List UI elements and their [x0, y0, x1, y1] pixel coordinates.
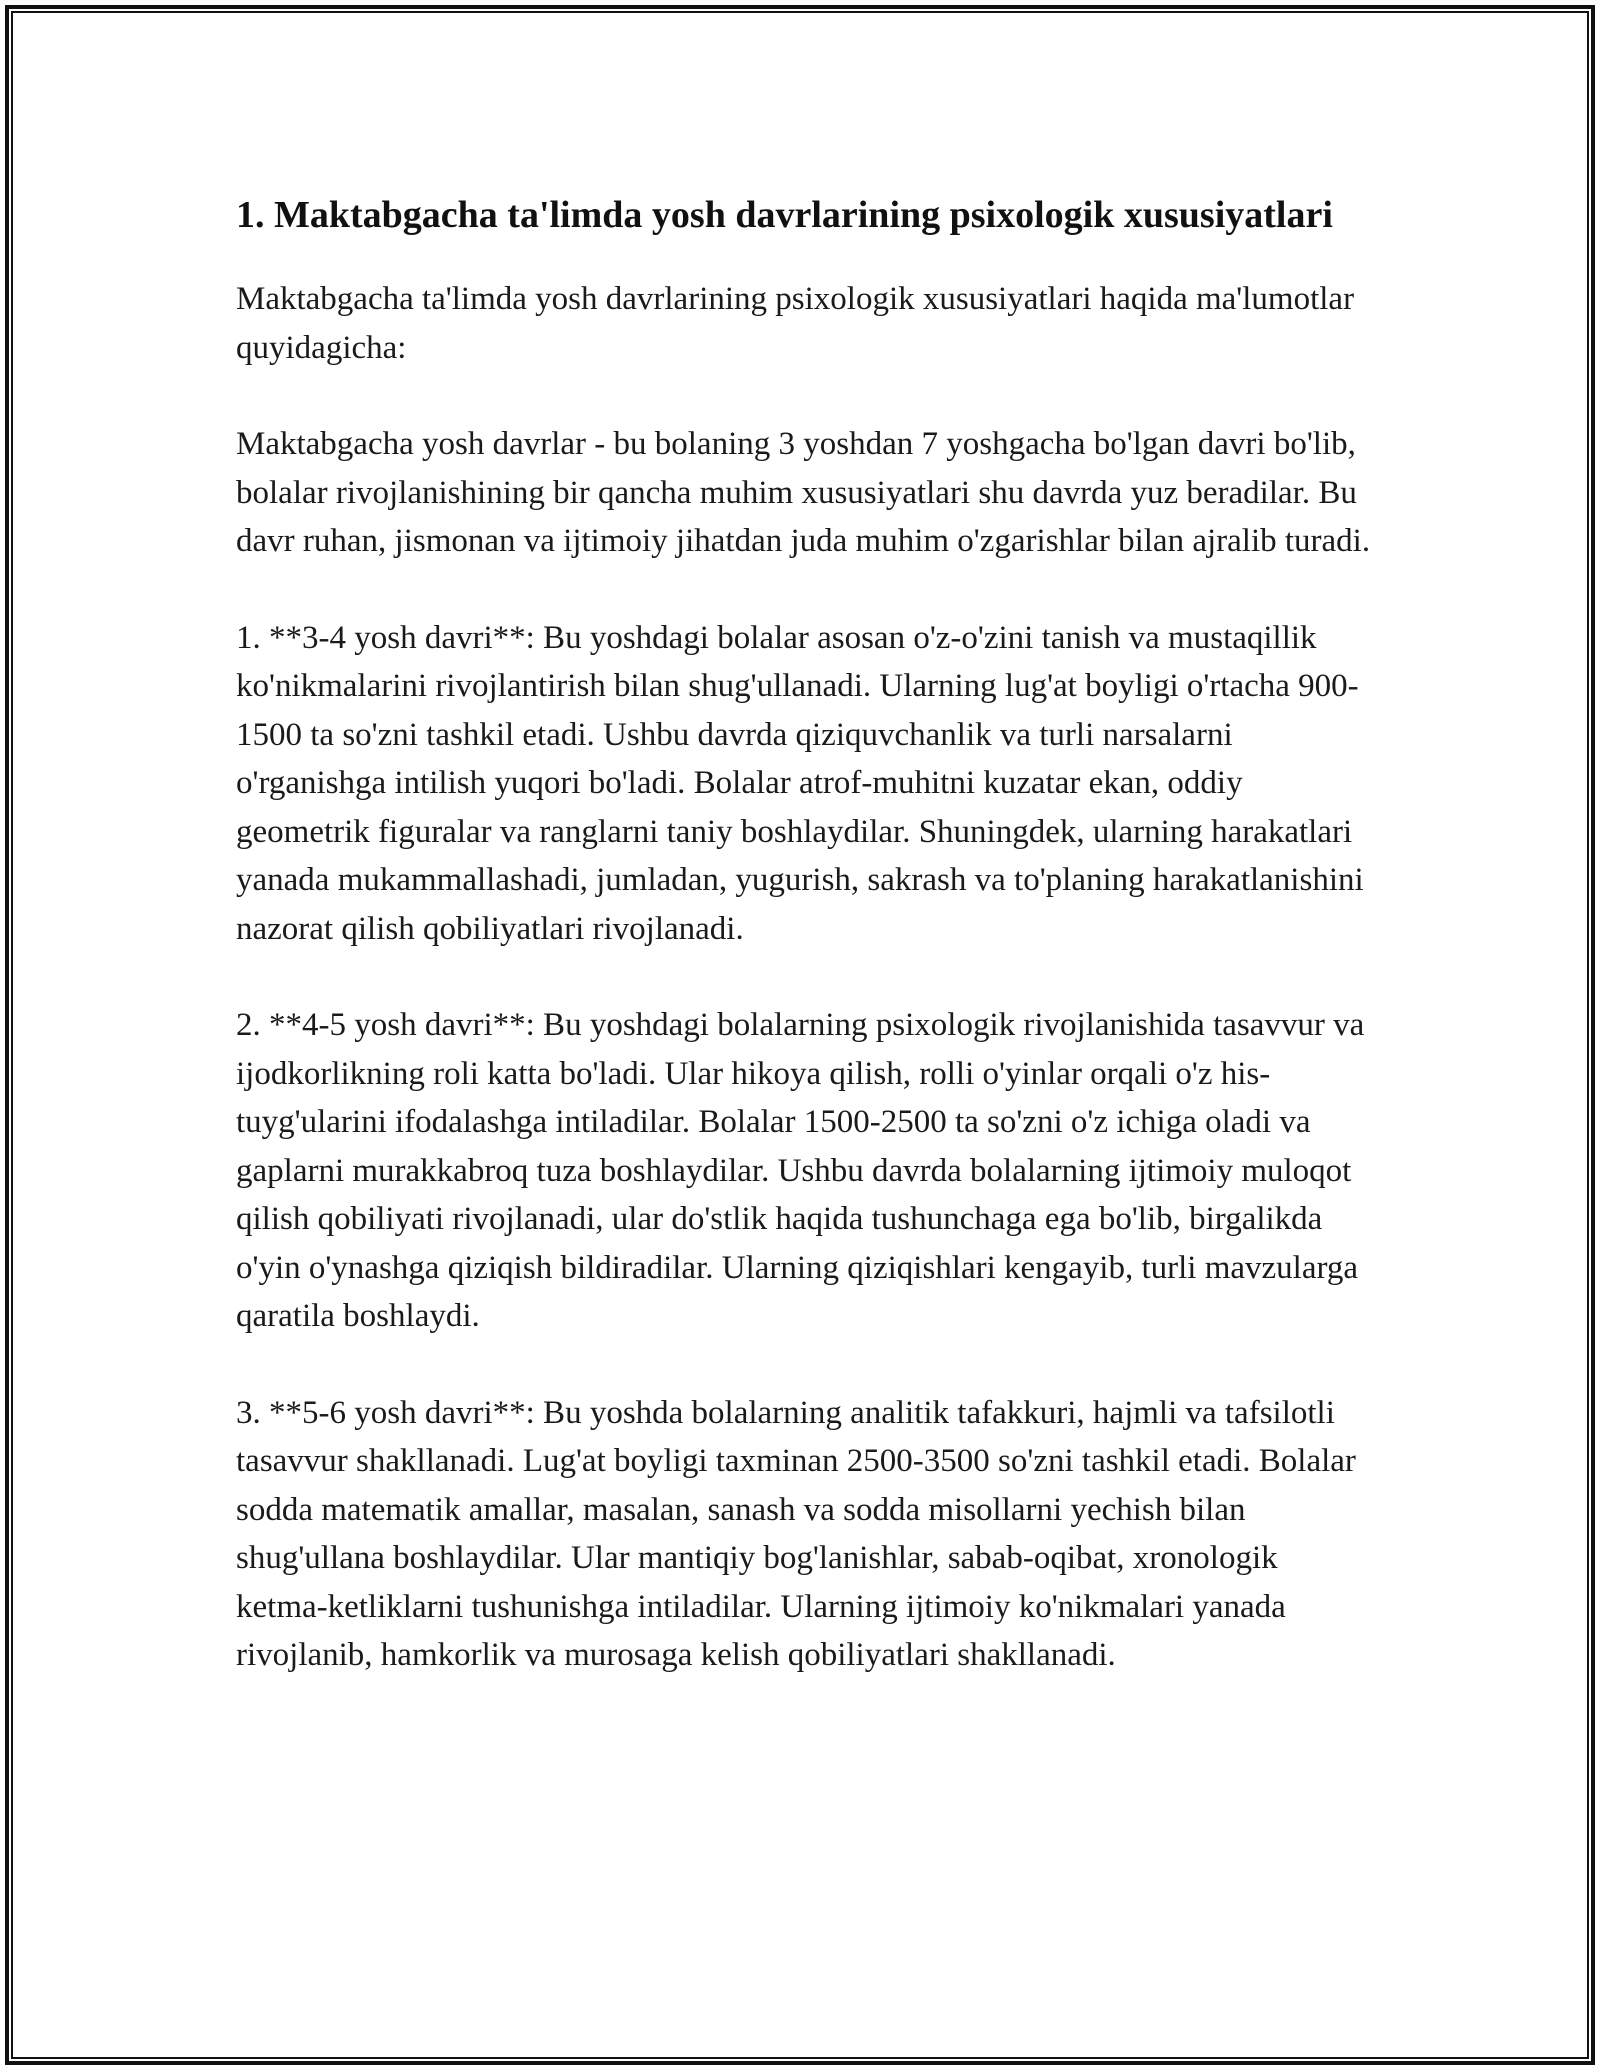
age-5-6-paragraph: 3. **5-6 yosh davri**: Bu yoshda bolalarning analitik tafakkuri, hajmli va tafsilotli tasavvur shakllanadi. Lug'at boyligi taxminan 2500-3500 so'zni tashkil etadi. Bolalar sodda matematik amallar, masalan, sanash va sodda misollarni yechish bilan shug'ullana boshlaydilar. Ular mantiqiy bog'lanishlar, sabab-oqibat, xronologik ketma-ketliklarni tushunishga intiladilar. Ularning ijtimoiy ko'nikmalari yanada rivojlanib, hamkorlik va murosaga kelish qobiliyatlari shakllanadi. [236, 1394, 1356, 1673]
intro-paragraph: Maktabgacha ta'limda yosh davrlarining psixologik xususiyatlari haqida ma'lumotlar quyidagicha: [236, 281, 1355, 366]
document-body [236, 188, 1376, 1728]
age-4-5-paragraph: 2. **4-5 yosh davri**: Bu yoshdagi bolalarning psixologik rivojlanishida tasavvur va ijodkorlikning roli katta bo'ladi. Ular hikoya qilish, rolli o'yinlar orqali o'z his-tuyg'ularini ifodalashga intiladilar. Bolalar 1500-2500 ta so'zni o'z ichiga oladi va gaplarni murakkabroq tuza boshlaydilar. Ushbu davrda bolalarning ijtimoiy muloqot qilish qobiliyati rivojlanadi, ular do'stlik haqida tushunchaga ega bo'lib, birgalikda o'yin o'ynashga qiziqish bildiradilar. Ularning qiziqishlari kengayib, turli mavzularga qaratila boshlaydi. [236, 1007, 1365, 1334]
overview-paragraph: Maktabgacha yosh davrlar - bu bolaning 3 yoshdan 7 yoshgacha bo'lgan davri bo'lib, bolalar rivojlanishining bir qancha muhim xususiyatlari shu davrda yuz beradilar. Bu davr ruhan, jismonan va ijtimoiy jihatdan juda muhim o'zgarishlar bilan ajralib turadi. [236, 426, 1371, 559]
document-title: 1. Maktabgacha ta'limda yosh davrlarining psixologik xususiyatlari [236, 194, 1333, 236]
age-3-4-paragraph: 1. **3-4 yosh davri**: Bu yoshdagi bolalar asosan o'z-o'zini tanish va mustaqillik ko'nikmalarini rivojlantirish bilan shug'ullanadi. Ularning lug'at boyligi o'rtacha 900-1500 ta so'zni tashkil etadi. Ushbu davrda qiziquvchanlik va turli narsalarni o'rganishga intilish yuqori bo'ladi. Bolalar atrof-muhitni kuzatar ekan, oddiy geometrik figuralar va ranglarni taniy boshlaydilar. Shuningdek, ularning harakatlari yanada mukammallashadi, jumladan, yugurish, sakrash va to'planing harakatlanishini nazorat qilish qobiliyatlari rivojlanadi. [236, 619, 1364, 947]
